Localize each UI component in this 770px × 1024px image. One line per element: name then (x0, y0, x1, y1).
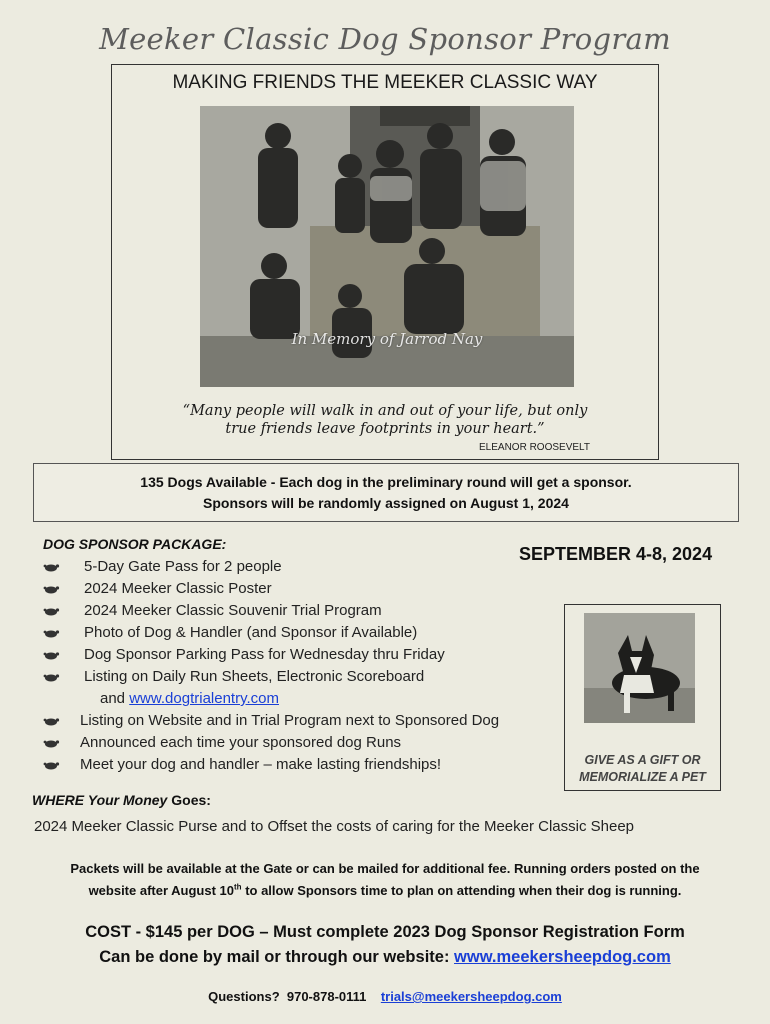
package-item-text: Photo of Dog & Handler (and Sponsor if Available) (84, 624, 418, 641)
packets-ordinal: th (234, 882, 242, 892)
list-item (43, 710, 563, 732)
hero-subtitle: MAKING FRIENDS THE MEEKER CLASSIC WAY (172, 72, 598, 93)
list-item (43, 578, 563, 600)
contact-line (0, 989, 770, 1004)
package-item-text: 5-Day Gate Pass for 2 people (84, 558, 282, 575)
package-item-text: Dog Sponsor Parking Pass for Wednesday thru Friday (84, 646, 445, 663)
packets-line-2-end: to allow Sponsors time to plan on attending when their dog is running. (241, 883, 682, 898)
list-item-continuation (43, 688, 563, 710)
contact-phone: Questions? 970-878-0111 (208, 989, 381, 1004)
list-item (43, 666, 563, 688)
dogs-available-box (33, 463, 739, 522)
package-item-text: Announced each time your sponsored dog Runs (80, 734, 402, 751)
package-item-text: Listing on Daily Run Sheets, Electronic Scoreboard (84, 668, 425, 685)
packets-line-2 (15, 880, 755, 902)
paw-print-icon (43, 761, 60, 770)
paw-print-icon (43, 717, 60, 726)
packets-line-1: Packets will be available at the Gate or can be mailed for additional fee. Running orders posted on the (70, 861, 700, 876)
page-title: Meeker Classic Dog Sponsor Program (99, 22, 671, 56)
gift-caption (564, 752, 721, 786)
list-item (43, 622, 563, 644)
event-date: SEPTEMBER 4-8, 2024 (519, 544, 713, 564)
package-item-text: 2024 Meeker Classic Souvenir Trial Program (84, 602, 382, 619)
dogs-available-line: 135 Dogs Available - Each dog in the preliminary round will get a sponsor. (140, 474, 632, 490)
quote (120, 402, 650, 438)
paw-print-icon (43, 563, 60, 572)
where-money-heading (32, 792, 211, 808)
package-heading: DOG SPONSOR PACKAGE: (43, 536, 227, 552)
gift-line-2: MEMORIALIZE A PET (579, 770, 706, 784)
website-prefix: Can be done by mail or through our website: (99, 948, 455, 966)
list-item (43, 556, 563, 578)
email-link[interactable]: trials@meekersheepdog.com (380, 989, 562, 1004)
package-item-text: Listing on Website and in Trial Program next to Sponsored Dog (80, 712, 500, 729)
continuation-prefix: and (100, 690, 130, 707)
list-item (43, 600, 563, 622)
package-item-continuation (100, 688, 279, 710)
cost-line: COST - $145 per DOG – Must complete 2023 Dog Sponsor Registration Form (85, 923, 685, 941)
paw-print-icon (43, 629, 60, 638)
list-item (43, 754, 563, 776)
where-heading-italic: WHERE Your Money (32, 792, 168, 808)
paw-print-icon (43, 673, 60, 682)
where-heading-plain: Goes: (167, 792, 211, 808)
quote-author: ELEANOR ROOSEVELT (479, 442, 590, 453)
dog-photo (584, 613, 695, 723)
package-item-text: 2024 Meeker Classic Poster (84, 580, 272, 597)
paw-print-icon (43, 585, 60, 594)
border-collie-illustration (584, 613, 695, 723)
assignment-date-line: Sponsors will be randomly assigned on August 1, 2024 (203, 495, 569, 511)
where-money-text: 2024 Meeker Classic Purse and to Offset the costs of caring for the Meeker Classic Sheep (34, 818, 635, 835)
paw-print-icon (43, 651, 60, 660)
list-item (43, 644, 563, 666)
quote-line-1: “Many people will walk in and out of your life, but only (182, 403, 588, 419)
paw-print-icon (43, 607, 60, 616)
paw-print-icon (43, 739, 60, 748)
website-line (0, 945, 770, 970)
quote-line-2: true friends leave footprints in your heart.” (225, 421, 545, 437)
packets-line-2-start: website after August 10 (88, 883, 235, 898)
package-list (43, 556, 563, 776)
package-item-text: Meet your dog and handler – make lasting friendships! (80, 756, 442, 773)
meekersheepdog-link[interactable]: www.meekersheepdog.com (454, 948, 671, 966)
photo-memorial-caption: In Memory of Jarrod Nay (291, 330, 483, 348)
gift-line-1: GIVE AS A GIFT OR (584, 753, 701, 767)
dogtrialentry-link[interactable]: www.dogtrialentry.com (129, 690, 279, 707)
list-item (43, 732, 563, 754)
packets-notice (15, 858, 755, 902)
cost-section (0, 920, 770, 970)
